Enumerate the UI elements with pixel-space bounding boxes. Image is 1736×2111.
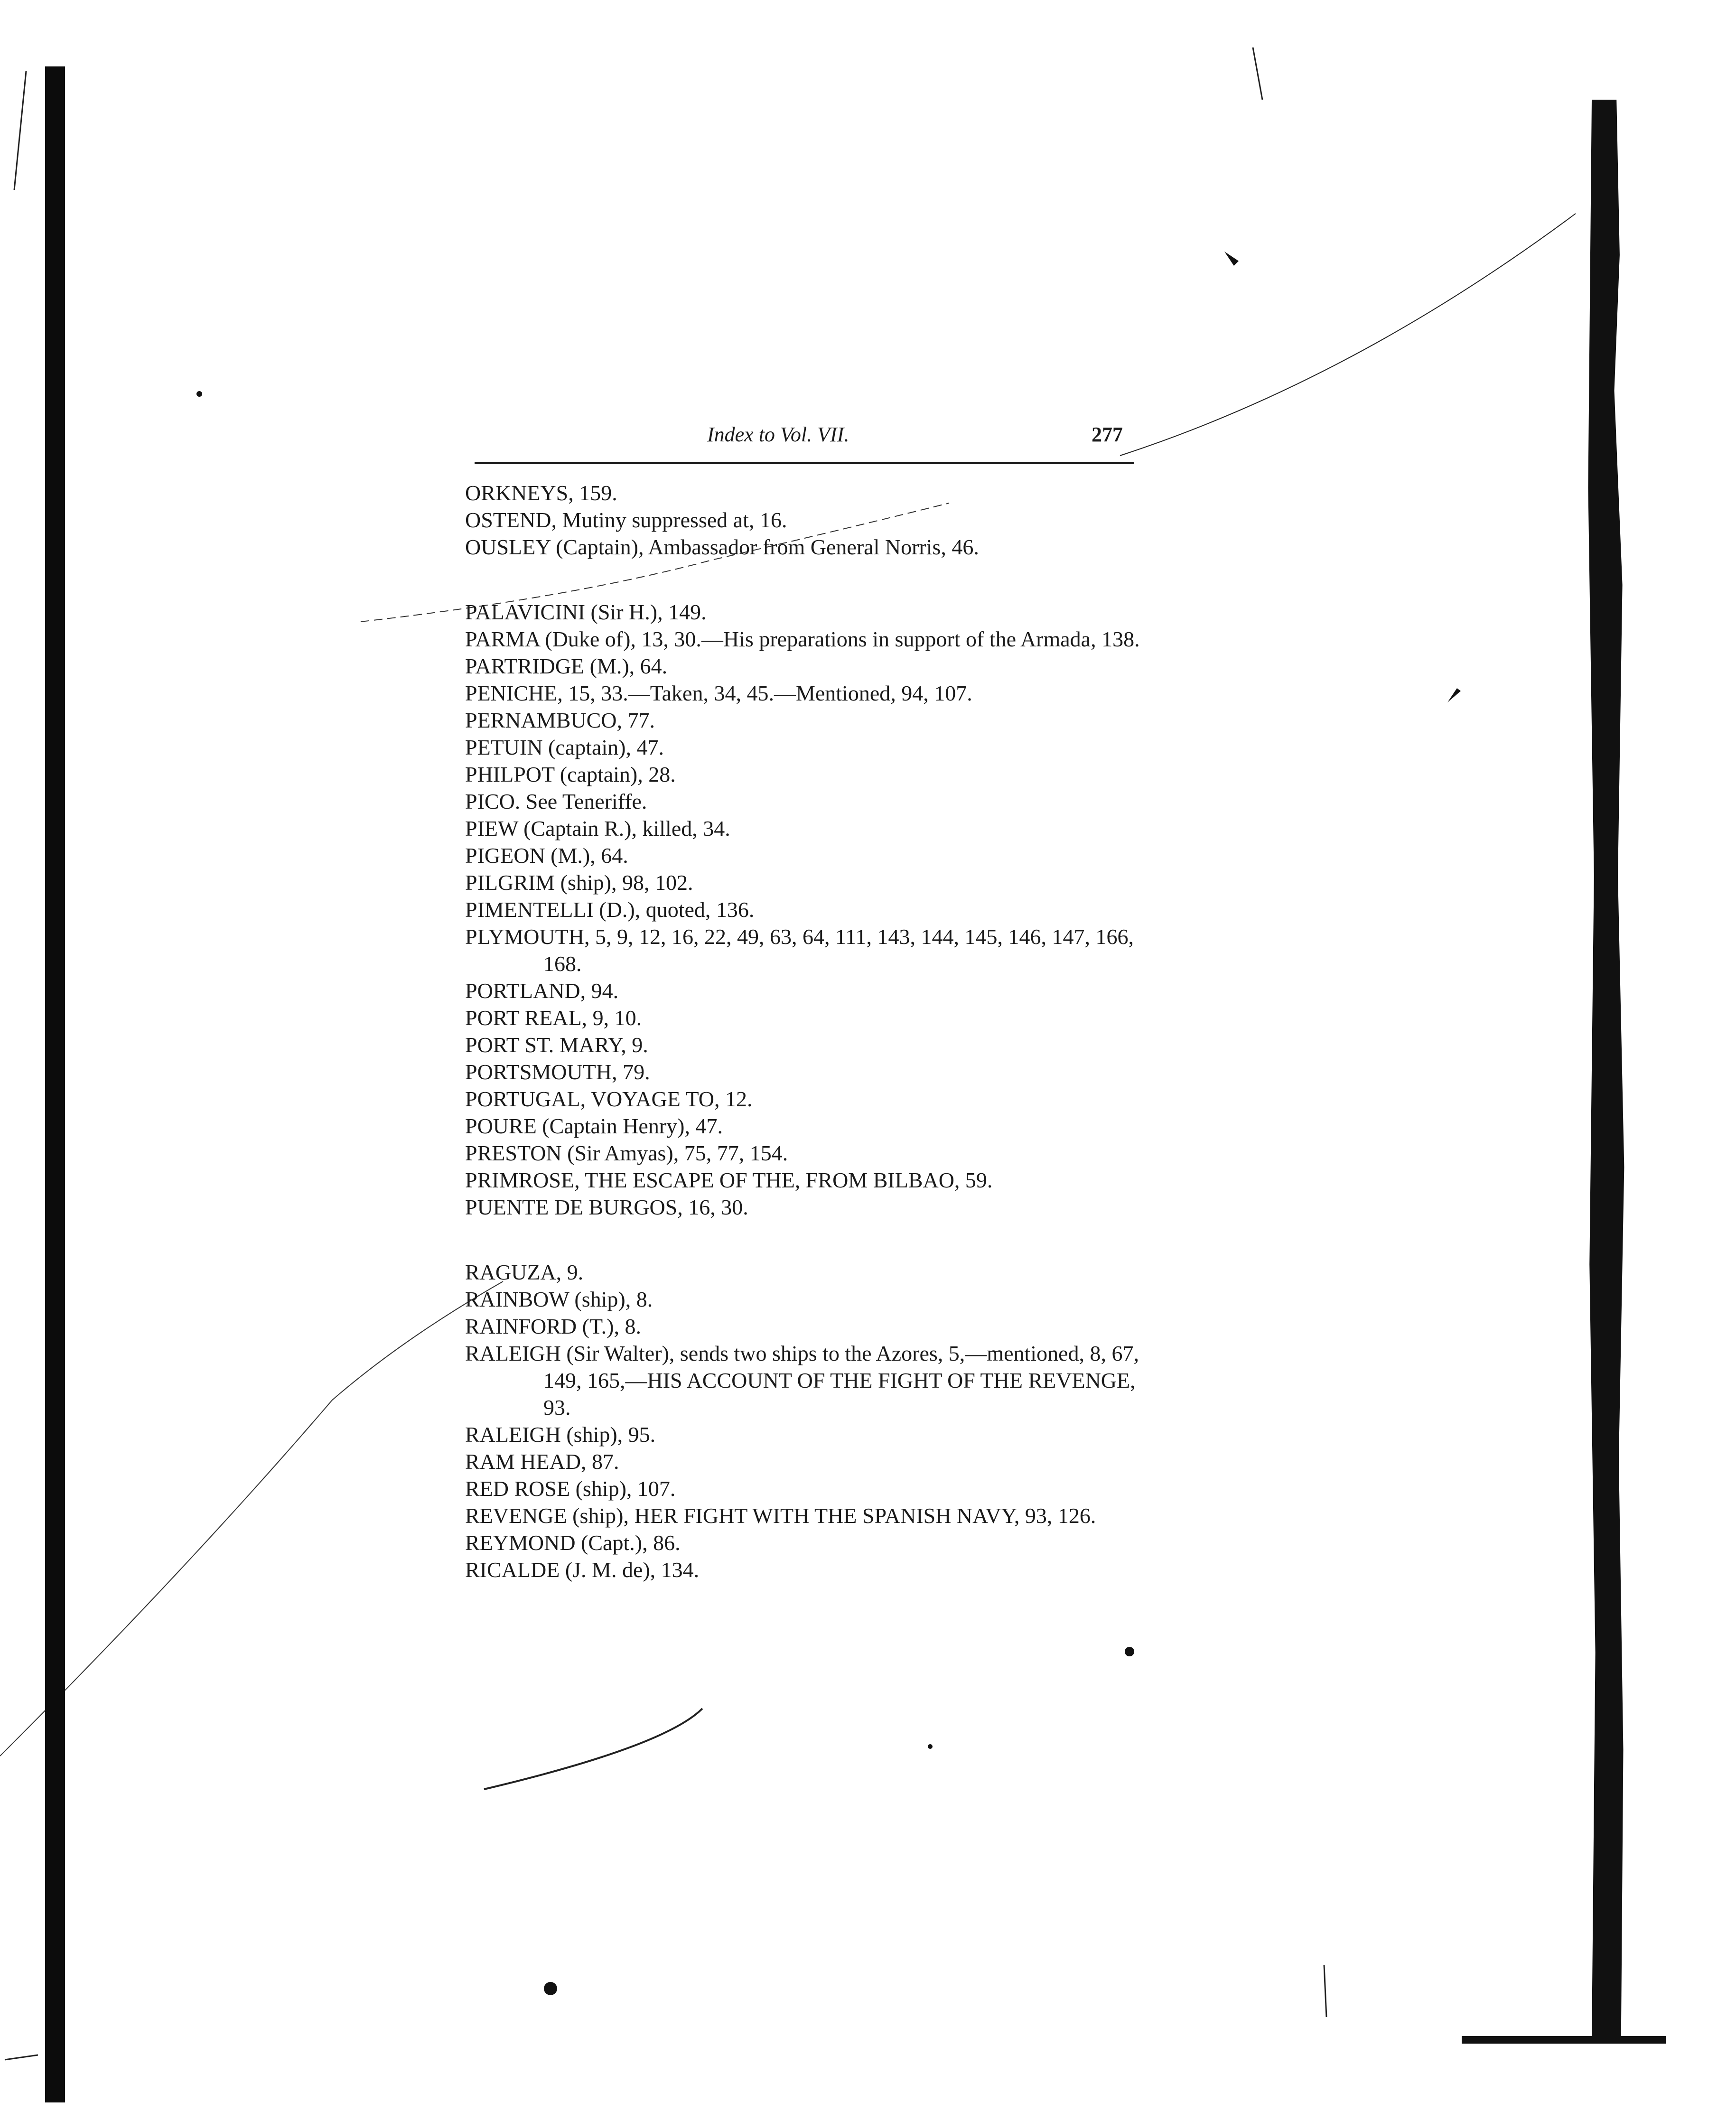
index-entry: ORKNEYS, 159. [465, 481, 617, 505]
page-number: 277 [1092, 423, 1123, 446]
index-entry: POURE (Captain Henry), 47. [465, 1114, 723, 1138]
index-entry: RAM HEAD, 87. [465, 1449, 619, 1474]
index-entry: PIEW (Captain R.), killed, 34. [465, 816, 730, 841]
scan-binding-shadow-right [1583, 100, 1628, 2041]
index-entry: PARMA (Duke of), 13, 30.—His preparations in support of the Armada, 138. [465, 627, 1140, 651]
index-entry: RAINFORD (T.), 8. [465, 1314, 641, 1338]
index-list [465, 479, 1167, 1583]
running-head [475, 422, 1134, 465]
running-head-title: Index to Vol. VII. [707, 423, 849, 446]
index-entry: PILGRIM (ship), 98, 102. [465, 870, 693, 895]
index-entry: PERNAMBUCO, 77. [465, 708, 655, 732]
index-entry: PORT ST. MARY, 9. [465, 1033, 648, 1057]
index-entry: PRESTON (Sir Amyas), 75, 77, 154. [465, 1141, 788, 1165]
index-entry: PORT REAL, 9, 10. [465, 1006, 642, 1030]
index-entry: PORTUGAL, VOYAGE TO, 12. [465, 1087, 753, 1111]
index-entry: PLYMOUTH, 5, 9, 12, 16, 22, 49, 63, 64, 111, 143, 144, 145, 146, 147, 166, 168. [465, 925, 1134, 976]
index-entry: REVENGE (ship), HER FIGHT WITH THE SPANISH NAVY, 93, 126. [465, 1504, 1096, 1528]
scan-binding-shadow-left [45, 66, 65, 2102]
header-rule [475, 462, 1134, 464]
index-entry: REYMOND (Capt.), 86. [465, 1531, 681, 1555]
index-entry: OUSLEY (Captain), Ambassador from General Norris, 46. [465, 535, 979, 559]
index-entry: PIGEON (M.), 64. [465, 843, 628, 868]
index-entry: RAGUZA, 9. [465, 1260, 584, 1284]
index-entry: PORTLAND, 94. [465, 979, 619, 1003]
index-entry: PUENTE DE BURGOS, 16, 30. [465, 1195, 748, 1219]
index-entry: PORTSMOUTH, 79. [465, 1060, 650, 1084]
index-entry: PICO. See Teneriffe. [465, 789, 647, 813]
index-entry: RED ROSE (ship), 107. [465, 1476, 676, 1501]
index-entry: PALAVICINI (Sir H.), 149. [465, 600, 707, 624]
index-entry: PIMENTELLI (D.), quoted, 136. [465, 897, 755, 922]
index-entry: PRIMROSE, THE ESCAPE OF THE, FROM BILBAO, 59. [465, 1168, 993, 1192]
index-entry: PARTRIDGE (M.), 64. [465, 654, 668, 678]
scan-edge-shadow-bottom [1462, 2036, 1666, 2044]
index-entry: RALEIGH (Sir Walter), sends two ships to the Azores, 5,—mentioned, 8, 67, 149, 165,—HIS ACCOUNT OF THE FIGHT OF THE REVENGE, 93. [465, 1341, 1139, 1420]
index-entry: RAINBOW (ship), 8. [465, 1287, 653, 1311]
index-entry: OSTEND, Mutiny suppressed at, 16. [465, 508, 787, 532]
index-entry: PENICHE, 15, 33.—Taken, 34, 45.—Mentioned, 94, 107. [465, 681, 972, 705]
index-entry: RALEIGH (ship), 95. [465, 1422, 656, 1447]
index-entry: RICALDE (J. M. de), 134. [465, 1558, 700, 1582]
index-entry: PETUIN (captain), 47. [465, 735, 664, 759]
section-gap [465, 560, 1167, 598]
index-entry: PHILPOT (captain), 28. [465, 762, 676, 786]
section-gap [465, 1221, 1167, 1259]
